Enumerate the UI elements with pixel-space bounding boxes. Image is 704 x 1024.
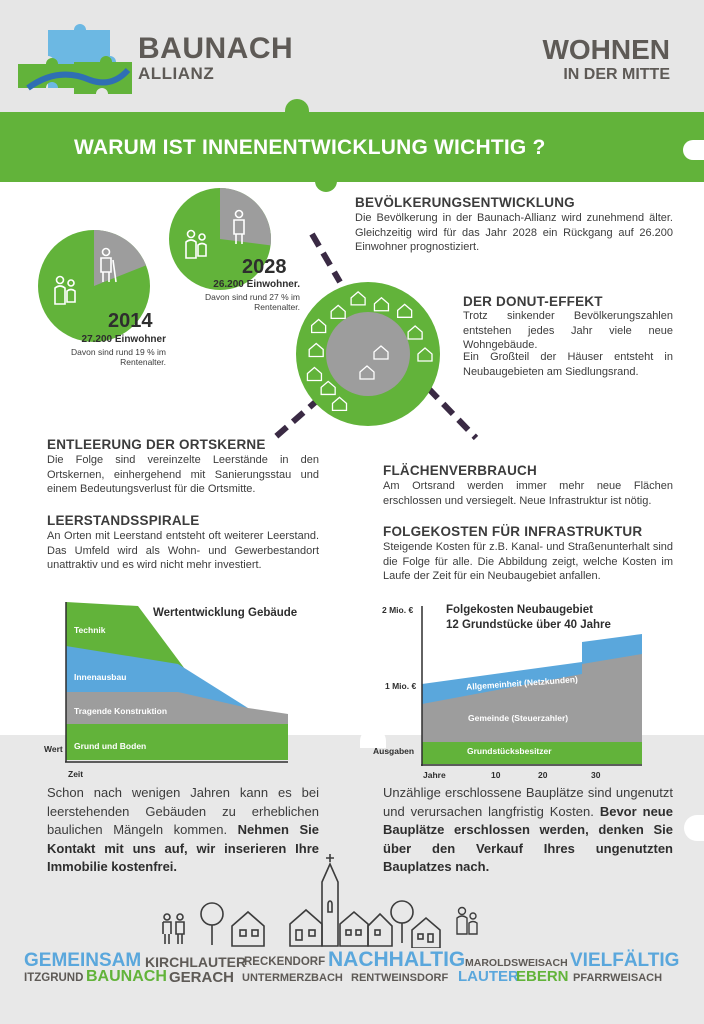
footer-nachhaltig: NACHHALTIG: [328, 948, 466, 971]
chart1-title: Wertentwicklung Gebäude: [153, 607, 298, 619]
footer-reckendorf: RECKENDORF: [244, 956, 326, 968]
donut-effect-illustration: [296, 282, 440, 426]
retired-note-2028-line2: Rentenalter.: [254, 302, 300, 312]
house-icon: [232, 912, 264, 946]
footer-rentweinsdorf: RENTWEINSDORF: [351, 972, 449, 984]
village-skyline-icon: [158, 852, 488, 948]
footer-gerach: GERACH: [169, 969, 235, 986]
footer-maroldsweisach: MAROLDSWEISACH: [465, 957, 568, 969]
church-icon: [322, 854, 338, 946]
footer-untermerzbach: UNTERMERZBACH: [242, 972, 343, 984]
section-title-folgekosten: FOLGEKOSTEN FÜR INFRASTRUKTUR: [383, 524, 643, 539]
tree-icon: [201, 903, 223, 945]
house-icon: [412, 918, 440, 948]
section-text-bevoelkerung: Die Bevölkerung in der Baunach-Allianz wird zunehmend älter. Gleichzeitig wird für das Jahr 2028 ein Rückgang auf 26.200 Einwohner prognostiziert.: [355, 212, 673, 254]
section-title-leerstand: LEERSTANDSSPIRALE: [47, 513, 200, 528]
puzzle-knob: [360, 728, 386, 748]
footer-lauter: LAUTER: [458, 968, 519, 985]
chart2-xlabel: Jahre: [423, 770, 446, 780]
section-text-flaechen: Am Ortsrand werden immer mehr neue Flächen erschlossen und versiegelt. Neue Infrastruktur ist nötig.: [383, 480, 673, 507]
slogan-subtitle: IN DER MITTE: [563, 66, 670, 83]
puzzle-knob: [315, 176, 337, 192]
series-label-gemeinde: Gemeinde (Steuerzahler): [468, 713, 569, 723]
section-title-entleerung: ENTLEERUNG DER ORTSKERNE: [47, 437, 266, 452]
house-icon: [368, 914, 392, 946]
puzzle-knob: [285, 99, 309, 117]
bottom-text-right-plain: Unzählige erschlossene Bauplätze sind ungenutzt und verursachen langfristig Kosten.: [383, 785, 673, 819]
series-label-allgemeinheit: Allgemeinheit (Netzkunden): [465, 674, 579, 692]
series-label-innenausbau: Innenausbau: [74, 672, 127, 682]
retired-note-2014-line1: Davon sind rund 19 % im: [71, 347, 166, 357]
puzzle-knob: [683, 140, 704, 160]
logo-subtitle: ALLIANZ: [138, 64, 215, 83]
chart2-subtitle: 12 Grundstücke über 40 Jahre: [446, 619, 611, 631]
slogan-title: WOHNEN: [542, 34, 670, 65]
chart1-xlabel: Zeit: [68, 769, 84, 779]
series-label-tragende: Tragende Konstruktion: [74, 706, 168, 716]
footer-pfarrweisach: PFARRWEISACH: [573, 972, 663, 984]
chart-wertentwicklung: [38, 596, 294, 782]
chart1-ylabel: Wert: [44, 744, 63, 754]
y-tick-1mio: 1 Mio. €: [385, 681, 417, 691]
footer-itzgrund: ITZGRUND: [24, 972, 84, 984]
year-2028: 2028: [242, 256, 287, 278]
section-title-bevoelkerung: BEVÖLKERUNGSENTWICKLUNG: [355, 195, 575, 210]
footer-gemeinsam: GEMEINSAM: [24, 950, 142, 971]
area-gemeinde: [422, 654, 642, 744]
x-tick-10: 10: [491, 770, 501, 780]
footer-vielfaeltig: VIELFÄLTIG: [570, 950, 680, 971]
footer-ebern: EBERN: [516, 968, 569, 985]
retired-note-2014-line2: Rentenalter.: [120, 357, 166, 367]
bottom-text-left-plain: Schon nach wenigen Jahren kann es bei leerstehenden Gebäuden zu erheblichen baulichen Mängeln kommen.: [47, 785, 319, 837]
section-text-donut-1: Trotz sinkender Bevölkerungszahlen entstehen jedes Jahr viele neue Wohngebäude.: [463, 310, 673, 352]
footer-baunach: BAUNACH: [86, 968, 167, 985]
section-text-entleerung: Die Folge sind vereinzelte Leerstände in den Ortskernen, einhergehend mit Sanierungsstau und einem Bedeutungsverlust für die Ortsmitte.: [47, 454, 319, 496]
logo-title: BAUNACH: [138, 32, 294, 65]
population-2028: 26.200 Einwohner.: [213, 279, 300, 290]
series-label-technik: Technik: [74, 625, 106, 635]
section-title-flaechen: FLÄCHENVERBRAUCH: [383, 463, 537, 478]
retired-note-2028-line1: Davon sind rund 27 % im: [205, 292, 300, 302]
page-headline: WARUM IST INNENENTWICKLUNG WICHTIG ?: [74, 136, 546, 159]
family-icon: [454, 906, 480, 946]
population-2014: 27.200 Einwohner: [81, 334, 166, 345]
bottom-text-right-bold: Bevor neue Bauplätze erschlossen werden, denken Sie über den Verkauf Ihres ungenutzten Bauplatzes nach.: [383, 803, 673, 874]
x-tick-30: 30: [591, 770, 601, 780]
section-text-leerstand: An Orten mit Leerstand entsteht oft weiterer Leerstand. Das Umfeld wird als Wohn- und Gewerbestandort unattraktiv und es wird nicht mehr investiert.: [47, 530, 319, 572]
footer-kirchlauter: KIRCHLAUTER: [145, 954, 247, 970]
series-label-grund: Grund und Boden: [74, 741, 147, 751]
chart2-title: Folgekosten Neubaugebiet: [446, 604, 593, 616]
chart2-ylabel: Ausgaben: [373, 746, 415, 756]
bottom-text-left-bold: Nehmen Sie Kontakt mit uns auf, wir inserieren Ihre Immobilie kostenfrei.: [47, 822, 319, 874]
section-text-folgekosten: Steigende Kosten für z.B. Kanal- und Straßenunterhalt sind die Folge für alle. Die Abbildung zeigt, welche Kosten im Laufe der Zeit für ein Neubaugebiet anfallen.: [383, 541, 673, 583]
puzzle-logo-icon: [14, 24, 136, 108]
people-icon: [163, 914, 184, 944]
x-tick-20: 20: [538, 770, 548, 780]
puzzle-knob: [684, 815, 704, 841]
house-icon: [290, 910, 322, 946]
section-title-donut: DER DONUT-EFFEKT: [463, 294, 603, 309]
series-label-grundstuecksbesitzer: Grundstücksbesitzer: [467, 746, 552, 756]
y-tick-2mio: 2 Mio. €: [382, 605, 414, 615]
section-text-donut-2: Ein Großteil der Häuser entsteht in Neubaugebieten am Siedlungsrand.: [463, 351, 673, 378]
year-2014: 2014: [108, 310, 153, 332]
house-icon: [340, 912, 368, 946]
tree-icon: [391, 901, 413, 943]
